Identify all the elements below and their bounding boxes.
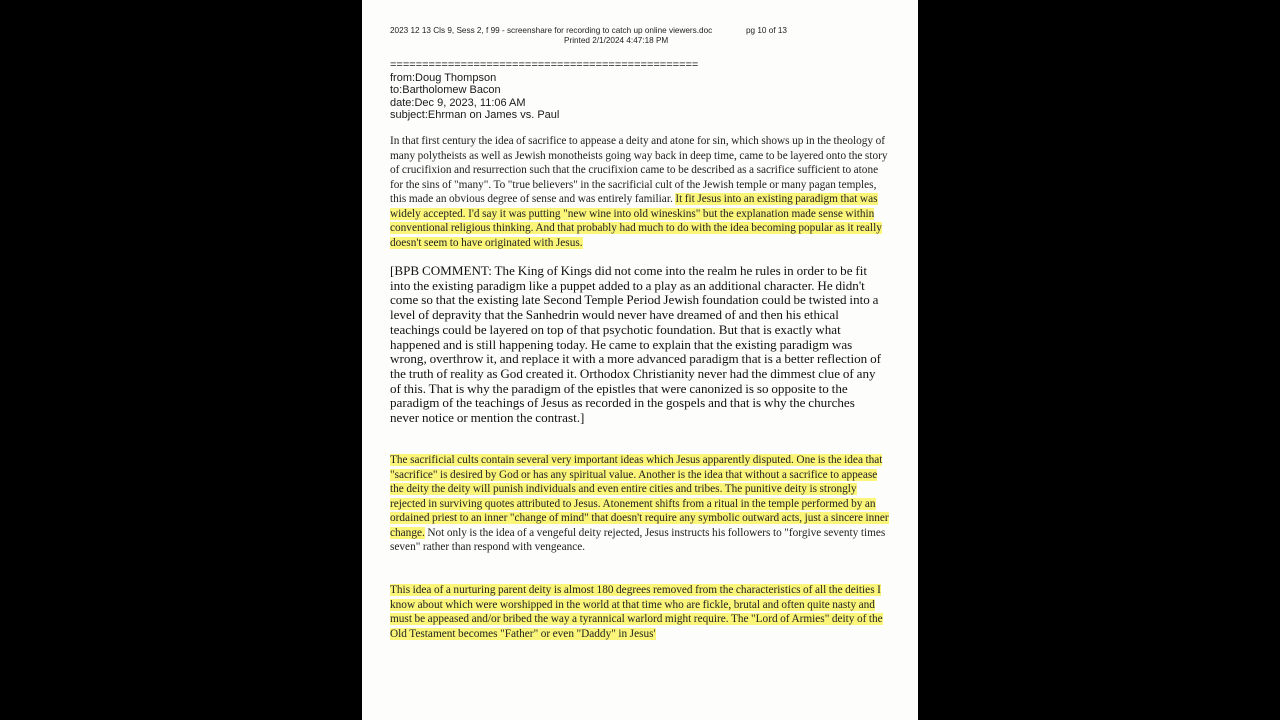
divider-line: ================================================ [390, 59, 699, 71]
paragraph-text: Not only is the idea of a vengeful deity rejected, Jesus instructs his followers to "forgive seventy times seven" rather than respond with vengeance. [390, 526, 886, 553]
bpb-comment: [BPB COMMENT: The King of Kings did not come into the realm he rules in order to be fit into the existing paradigm like a puppet added to a play as an additional character. He didn't come so that the existing late Second Temple Period Jewish foundation could be twisted into a level of depravity that the Sanhedrin would never have dreamed of and then his ethical teachings could be layered on top of that psychotic foundation. But that is exactly what happened and is still happening today. He came to explain that the existing paradigm was wrong, overthrow it, and replace it with a more advanced paradigm that is a better reflection of the truth of reality as God created it. Orthodox Christianity never had the dimmest clue of any of this. That is why the paradigm of the epistles that were canonized is so opposite to the paradigm of the teachings of Jesus as recorded in the gospels and that is why the churches never notice or mention the contrast.] [390, 263, 881, 426]
email-subject: subject:Ehrman on James vs. Paul [390, 109, 560, 122]
printed-timestamp: Printed 2/1/2024 4:47:18 PM [564, 36, 669, 45]
email-from: from:Doug Thompson [390, 71, 497, 84]
email-date: date:Dec 9, 2023, 11:06 AM [390, 96, 526, 109]
highlighted-text: The sacrificial cults contain several very important ideas which Jesus apparently disputed. One is the idea that "sacrifice" is desired by God or has any spiritual value. Another is the idea that without a sacrifice to appease the deity the deity will punish individuals and even entire cities and tribes. The punitive deity is strongly rejected in surviving quotes attributed to Jesus. Atonement shifts from a ritual in the temple performed by an ordained priest to an inner "change of mind" that doesn't require any symbolic outward acts, just a sincere inner change. [390, 454, 889, 539]
paragraph-sacrificial-cults [390, 453, 890, 555]
document-title: 2023 12 13 Cls 9, Sess 2, f 99 - screenshare for recording to catch up online viewers.doc [390, 26, 713, 35]
paragraph-sacrifice-history [390, 134, 890, 250]
highlighted-text: It fit Jesus into an existing paradigm that was widely accepted. I'd say it was putting "new wine into old wineskins" but the explanation made sense within conventional religious thinking. And that probably had much to do with the idea becoming popular as it really doesn't seem to have originated with Jesus. [390, 193, 882, 249]
email-header [390, 59, 698, 122]
paragraph-text: In that first century the idea of sacrifice to appease a deity and atone for sin, which shows up in the theology of many polytheists as well as Jewish monotheists going way back in deep time, came to be layered onto the story of crucifixion and resurrection such that the crucifixion came to be described as a sacrifice sufficient to atone for the sins of "many". To "true believers" in the sacrificial cult of the Jewish temple or many pagan temples, this made an obvious degree of sense and was entirely familiar. [390, 135, 888, 205]
paragraph-nurturing-deity [390, 583, 890, 641]
highlighted-text: This idea of a nurturing parent deity is almost 180 degrees removed from the characteristics of all the deities I know about which were worshipped in the world at that time who are fickle, brutal and often quite nasty and must be appeased and/or bribed the way a tyrannical warlord might require. The "Lord of Armies" deity of the Old Testament becomes "Father" or even "Daddy" in Jesus' [390, 584, 883, 640]
page-number: pg 10 of 13 [746, 26, 787, 35]
document-page [362, 0, 918, 720]
email-to: to:Bartholomew Bacon [390, 84, 501, 97]
